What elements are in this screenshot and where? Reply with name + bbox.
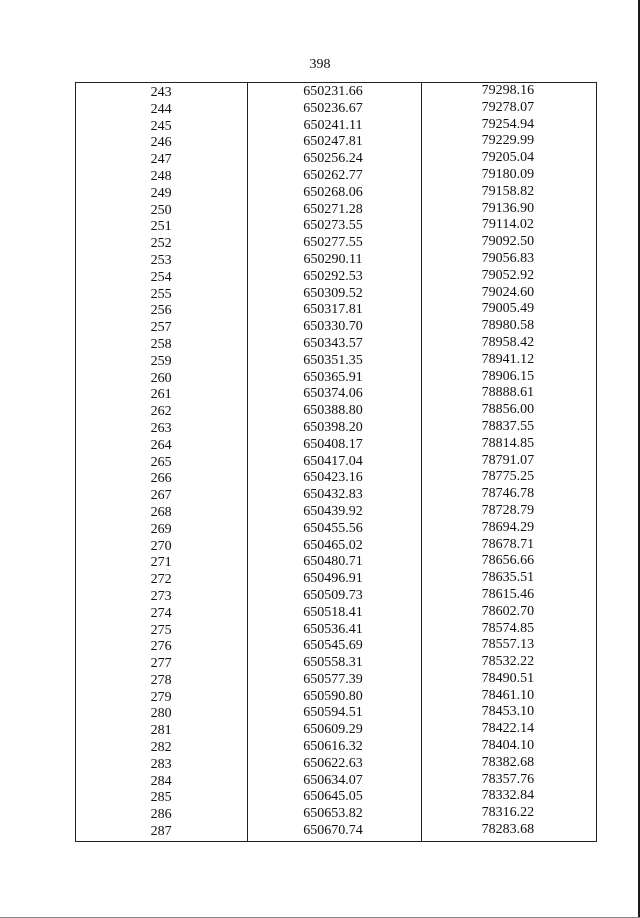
y-coordinate-cell: 78382.68 (481, 754, 535, 770)
point-number-cell: 247 (150, 152, 172, 167)
table-row (76, 318, 596, 335)
table-row (76, 402, 596, 419)
point-number-cell: 249 (150, 185, 172, 201)
y-coordinate-cell: 79056.83 (481, 250, 535, 266)
x-coordinate-cell: 650290.11 (303, 251, 363, 267)
point-number-cell: 281 (150, 723, 172, 739)
table-row (76, 671, 596, 688)
point-number-cell: 244 (150, 101, 172, 117)
x-coordinate-cell: 650241.11 (303, 117, 363, 133)
point-number-cell: 271 (150, 555, 172, 571)
x-coordinate-cell: 650309.52 (303, 285, 363, 301)
x-coordinate-cell: 650408.17 (303, 436, 363, 452)
x-coordinate-cell: 650670.74 (303, 823, 363, 839)
table-row (76, 704, 596, 721)
y-coordinate-cell: 78941.12 (481, 351, 535, 367)
point-number-cell: 253 (150, 252, 172, 268)
point-number-cell: 248 (150, 168, 172, 184)
y-coordinate-cell: 78574.85 (481, 620, 535, 636)
table-row (76, 637, 596, 654)
point-number-cell: 252 (150, 236, 172, 251)
y-coordinate-cell: 78283.68 (481, 822, 535, 838)
point-number-cell: 262 (150, 404, 172, 419)
table-row (76, 268, 596, 285)
point-number-cell: 251 (150, 219, 172, 235)
x-coordinate-cell: 650634.07 (303, 772, 363, 788)
x-coordinate-cell: 650317.81 (303, 302, 363, 318)
point-number-cell: 266 (150, 471, 172, 487)
table-row (76, 184, 596, 201)
y-coordinate-cell: 78490.51 (481, 670, 535, 686)
y-coordinate-cell: 78615.46 (481, 586, 535, 602)
y-coordinate-cell: 79005.49 (481, 301, 535, 317)
x-coordinate-cell: 650398.20 (303, 419, 363, 435)
x-coordinate-cell: 650231.66 (303, 84, 363, 99)
point-number-cell: 278 (150, 672, 172, 688)
y-coordinate-cell: 79092.50 (481, 234, 535, 250)
table-row (76, 503, 596, 520)
table-row (76, 688, 596, 705)
table-row (76, 621, 596, 638)
x-coordinate-cell: 650262.77 (303, 167, 363, 183)
point-number-cell: 279 (150, 689, 172, 705)
x-coordinate-cell: 650558.31 (303, 655, 363, 671)
x-coordinate-cell: 650465.02 (303, 537, 363, 553)
table-row (76, 570, 596, 587)
x-coordinate-cell: 650518.41 (303, 604, 363, 620)
x-coordinate-cell: 650351.35 (303, 352, 363, 368)
table-row (76, 83, 596, 100)
y-coordinate-cell: 78837.55 (481, 418, 535, 434)
point-number-cell: 270 (150, 538, 172, 554)
table-row (76, 553, 596, 570)
y-coordinate-cell: 78602.70 (481, 603, 535, 619)
point-number-cell: 246 (150, 135, 172, 151)
y-coordinate-cell: 79052.92 (481, 267, 535, 283)
y-coordinate-cell: 79298.16 (481, 83, 535, 98)
x-coordinate-cell: 650590.80 (303, 688, 363, 704)
x-coordinate-cell: 650365.91 (303, 369, 363, 385)
table-row (76, 520, 596, 537)
table-row (76, 150, 596, 167)
y-coordinate-cell: 79229.99 (481, 133, 535, 149)
table-row (76, 654, 596, 671)
x-coordinate-cell: 650653.82 (303, 806, 363, 822)
table-row (76, 117, 596, 134)
table-row (76, 352, 596, 369)
y-coordinate-cell: 78814.85 (481, 435, 535, 451)
y-coordinate-cell: 78635.51 (481, 570, 535, 586)
point-number-cell: 254 (150, 269, 172, 285)
table-row (76, 604, 596, 621)
table-row (76, 385, 596, 402)
y-coordinate-cell: 78728.79 (481, 502, 535, 518)
y-coordinate-cell: 78906.15 (481, 368, 535, 384)
page-number: 398 (309, 57, 331, 72)
y-coordinate-cell: 78694.29 (481, 519, 535, 535)
table-row (76, 201, 596, 218)
x-coordinate-cell: 650439.92 (303, 503, 363, 519)
point-number-cell: 273 (150, 588, 172, 604)
point-number-cell: 284 (150, 773, 172, 789)
table-row (76, 301, 596, 318)
table-row (76, 755, 596, 772)
point-number-cell: 260 (150, 370, 172, 386)
y-coordinate-cell: 78656.66 (481, 553, 535, 569)
x-coordinate-cell: 650455.56 (303, 520, 363, 536)
point-number-cell: 269 (150, 521, 172, 537)
table-row (76, 738, 596, 755)
point-number-cell: 261 (150, 387, 172, 403)
table-row (76, 587, 596, 604)
y-coordinate-cell: 78888.61 (481, 385, 535, 401)
y-coordinate-cell: 78678.71 (481, 536, 535, 552)
point-number-cell: 277 (150, 656, 172, 671)
x-coordinate-cell: 650609.29 (303, 722, 363, 738)
y-coordinate-cell: 78357.76 (481, 771, 535, 787)
y-coordinate-cell: 78958.42 (481, 334, 535, 350)
point-number-cell: 256 (150, 303, 172, 319)
y-coordinate-cell: 79024.60 (481, 284, 535, 300)
table-row (76, 436, 596, 453)
y-coordinate-cell: 79205.04 (481, 150, 535, 166)
table-row (76, 721, 596, 738)
y-coordinate-cell: 78791.07 (481, 452, 535, 468)
point-number-cell: 255 (150, 286, 172, 302)
y-coordinate-cell: 78404.10 (481, 738, 535, 754)
table-row (76, 234, 596, 251)
table-row (76, 167, 596, 184)
y-coordinate-cell: 78453.10 (481, 704, 535, 720)
table-row (76, 285, 596, 302)
x-coordinate-cell: 650374.06 (303, 386, 363, 402)
y-coordinate-cell: 78316.22 (481, 805, 535, 821)
y-coordinate-cell: 78856.00 (481, 402, 535, 418)
x-coordinate-cell: 650594.51 (303, 705, 363, 721)
table-row (76, 100, 596, 117)
x-coordinate-cell: 650268.06 (303, 184, 363, 200)
point-number-cell: 259 (150, 353, 172, 369)
table-row (76, 772, 596, 789)
x-coordinate-cell: 650256.24 (303, 151, 363, 167)
point-number-cell: 282 (150, 740, 172, 755)
x-coordinate-cell: 650616.32 (303, 739, 363, 755)
x-coordinate-cell: 650577.39 (303, 671, 363, 687)
table-row (76, 788, 596, 805)
point-number-cell: 263 (150, 420, 172, 436)
table-row (76, 133, 596, 150)
point-number-cell: 245 (150, 118, 172, 134)
x-coordinate-cell: 650417.04 (303, 453, 363, 469)
x-coordinate-cell: 650388.80 (303, 403, 363, 419)
x-coordinate-cell: 650545.69 (303, 638, 363, 654)
y-coordinate-cell: 78422.14 (481, 721, 535, 737)
table-row (76, 335, 596, 352)
y-coordinate-cell: 78532.22 (481, 654, 535, 670)
table-row (76, 453, 596, 470)
point-number-cell: 250 (150, 202, 172, 218)
x-coordinate-cell: 650271.28 (303, 201, 363, 217)
point-number-cell: 268 (150, 504, 172, 520)
x-coordinate-cell: 650236.67 (303, 100, 363, 116)
table-row (76, 251, 596, 268)
x-coordinate-cell: 650247.81 (303, 134, 363, 150)
table-row (76, 217, 596, 234)
y-coordinate-cell: 79158.82 (481, 183, 535, 199)
y-coordinate-cell: 79180.09 (481, 166, 535, 182)
y-coordinate-cell: 78746.78 (481, 486, 535, 502)
point-number-cell: 258 (150, 336, 172, 352)
y-coordinate-cell: 78557.13 (481, 637, 535, 653)
table-row (76, 419, 596, 436)
x-coordinate-cell: 650432.83 (303, 487, 363, 503)
y-coordinate-cell: 78461.10 (481, 687, 535, 703)
x-coordinate-cell: 650496.91 (303, 571, 363, 587)
point-number-cell: 283 (150, 756, 172, 772)
table-row (76, 537, 596, 554)
point-number-cell: 287 (150, 824, 172, 839)
point-number-cell: 274 (150, 605, 172, 621)
y-coordinate-cell: 79136.90 (481, 200, 535, 216)
point-number-cell: 265 (150, 454, 172, 470)
point-number-cell: 272 (150, 572, 172, 587)
coordinate-table (75, 82, 597, 842)
point-number-cell: 257 (150, 320, 172, 335)
x-coordinate-cell: 650423.16 (303, 470, 363, 486)
x-coordinate-cell: 650273.55 (303, 218, 363, 234)
table-body (76, 83, 596, 839)
point-number-cell: 280 (150, 706, 172, 722)
point-number-cell: 267 (150, 488, 172, 503)
table-row (76, 486, 596, 503)
y-coordinate-cell: 78980.58 (481, 318, 535, 334)
x-coordinate-cell: 650277.55 (303, 235, 363, 251)
y-coordinate-cell: 78775.25 (481, 469, 535, 485)
point-number-cell: 243 (150, 85, 172, 100)
point-number-cell: 264 (150, 437, 172, 453)
x-coordinate-cell: 650480.71 (303, 554, 363, 570)
x-coordinate-cell: 650536.41 (303, 621, 363, 637)
table-row (76, 805, 596, 822)
x-coordinate-cell: 650292.53 (303, 268, 363, 284)
y-coordinate-cell: 79114.02 (481, 217, 534, 233)
point-number-cell: 286 (150, 807, 172, 823)
y-coordinate-cell: 79254.94 (481, 116, 535, 132)
point-number-cell: 285 (150, 790, 172, 806)
y-coordinate-cell: 78332.84 (481, 788, 535, 804)
table-row (76, 469, 596, 486)
x-coordinate-cell: 650343.57 (303, 335, 363, 351)
x-coordinate-cell: 650645.05 (303, 789, 363, 805)
x-coordinate-cell: 650509.73 (303, 587, 363, 603)
point-number-cell: 275 (150, 622, 172, 638)
table-row (76, 822, 596, 839)
point-number-cell: 276 (150, 639, 172, 655)
x-coordinate-cell: 650330.70 (303, 319, 363, 335)
x-coordinate-cell: 650622.63 (303, 755, 363, 771)
table-row (76, 369, 596, 386)
y-coordinate-cell: 79278.07 (481, 99, 535, 115)
